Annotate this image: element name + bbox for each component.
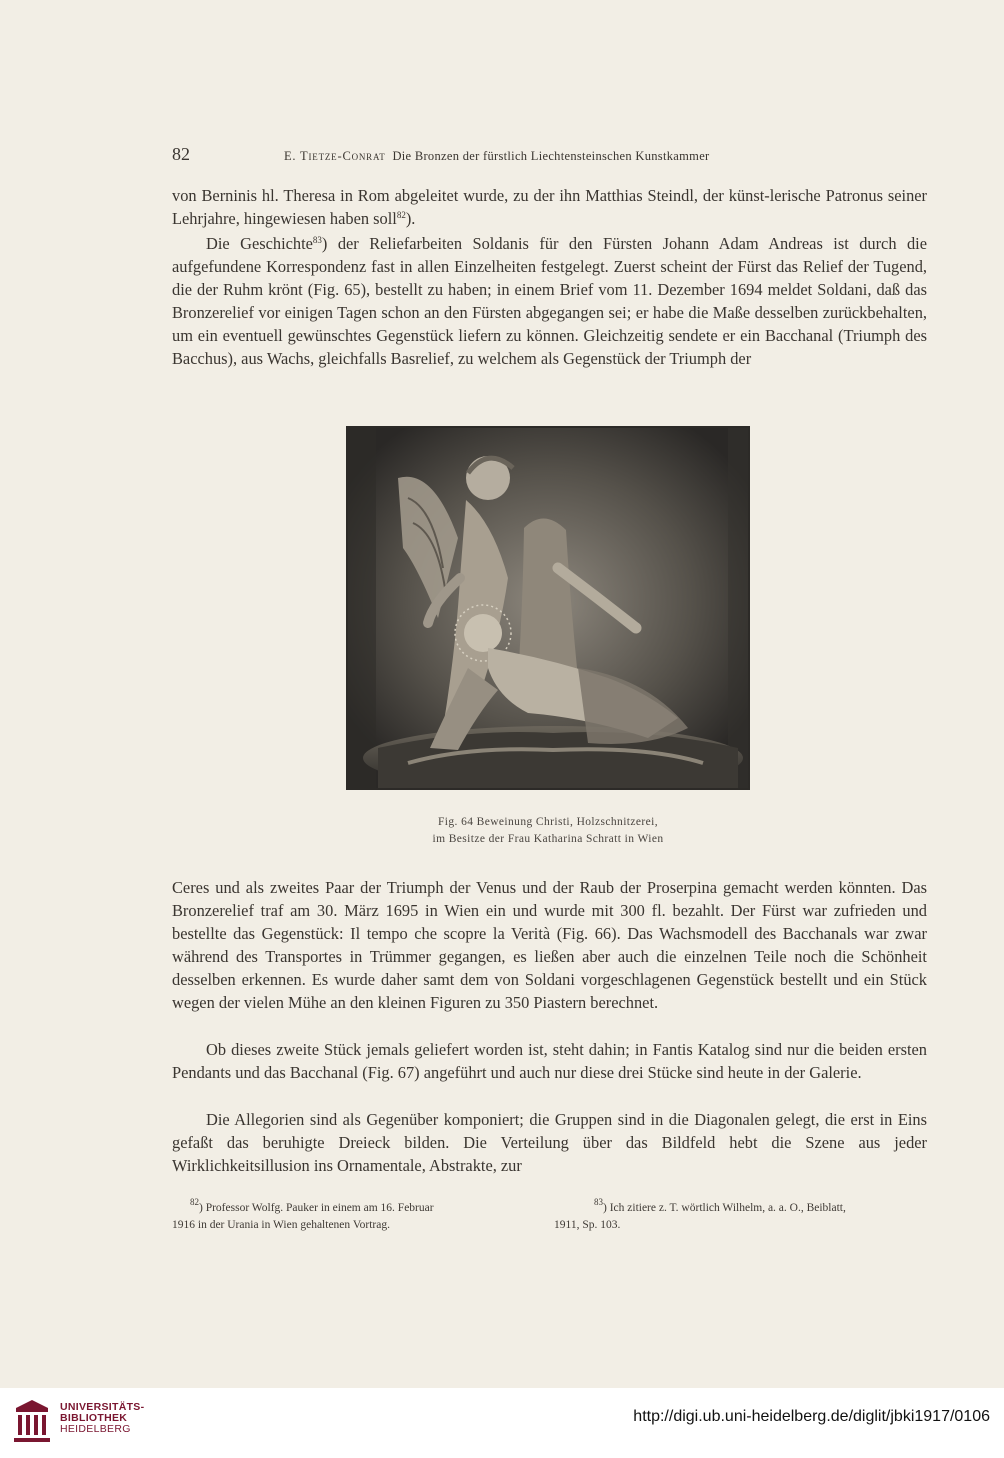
paragraph-1-end: ). bbox=[405, 209, 416, 228]
paragraph-1-text: von Berninis hl. Theresa in Rom abgeleitet wurde, zu der ihn Matthias Steindl, der künst-lerische Patronus seiner Lehrjahre, hingewiesen haben soll bbox=[172, 186, 927, 228]
running-book-title: Die Bronzen der fürstlich Liechtensteinschen Kunstkammer bbox=[392, 149, 710, 163]
footnote-ref-83: 83 bbox=[312, 235, 322, 245]
running-title bbox=[284, 149, 710, 164]
paragraph-2-text: ) der Reliefarbeiten Soldanis für den Fürsten Johann Adam Andreas ist durch die aufgefundene Korrespondenz fast in allen Einzelheiten festgelegt. Zuerst scheint der Fürst das Relief der Tugend, die der Ruhm krönt (Fig. 65), bestellt zu haben; in einem Brief vom 11. Dezember 1694 meldet Soldani, daß das Bronzerelief vor einigen Tagen schon an den Fürsten abgegangen sei; er habe die Maße desselben zurückbehalten, um ein eventuell gewünschtes Gegenstück liefern zu können. Gleichzeitig sendete er ein Bacchanal (Triumph des Bacchus), aus Wachs, gleichfalls Basrelief, zu welchem als Gegenstück der Triumph der bbox=[172, 234, 927, 368]
paragraph-4: Ob dieses zweite Stück jemals geliefert worden ist, steht dahin; in Fantis Katalog sind nur die beiden ersten Pendants und das Bacchanal (Fig. 67) angeführt und auch nur diese drei Stücke sind heute in der Galerie. bbox=[172, 1040, 927, 1082]
footnote-ref-82: 82 bbox=[396, 210, 406, 220]
footnote-82-line-2: 1916 in der Urania in Wien gehaltenen Vortrag. bbox=[172, 1219, 390, 1231]
figure-caption bbox=[346, 814, 750, 848]
library-name-line-1: UNIVERSITÄTS- bbox=[60, 1401, 145, 1413]
library-name bbox=[60, 1402, 144, 1435]
footnote-83 bbox=[554, 1197, 924, 1234]
figure-photograph-pieta bbox=[346, 426, 750, 790]
running-header bbox=[172, 144, 932, 164]
library-logo-icon bbox=[12, 1398, 52, 1444]
paragraph-2 bbox=[172, 232, 927, 370]
footnote-83-text: ) Ich zitiere z. T. wörtlich Wilhelm, a. a. O., Beiblatt, bbox=[603, 1202, 846, 1214]
footnote-82-line-1 bbox=[190, 1197, 540, 1217]
caption-line-2: im Besitze der Frau Katharina Schratt in Wien bbox=[432, 833, 664, 845]
paragraph-2-start: Die Geschichte bbox=[206, 234, 313, 253]
caption-line-1: Fig. 64 Beweinung Christi, Holzschnitzerei, bbox=[437, 816, 659, 828]
library-name-line-2: BIBLIOTHEK bbox=[60, 1412, 128, 1424]
paragraph-1 bbox=[172, 184, 927, 230]
footnote-83-line-1 bbox=[594, 1197, 924, 1217]
page-number: 82 bbox=[172, 144, 190, 164]
paragraph-3: Ceres und als zweites Paar der Triumph der Venus und der Raub der Proserpina gemacht werden könnten. Das Bronzerelief traf am 30. März 1695 in Wien ein und wurde mit 300 fl. bezahlt. Der Fürst war zufrieden und bestellte das Gegenstück: Il tempo che scopre la Verità (Fig. 66). Das Wachsmodell des Bacchanals war zwar während des Transportes in Trümmer gegangen, es ließen aber auch die einzelnen Teile noch die Schönheit desselben erkennen. Es wurde daher samt dem von Soldani vorgeschlagenen Gegenstück bestellt und ein Stück wegen der vielen Mühe an den kleinen Figuren zu 350 Piastern berechnet. bbox=[172, 878, 927, 1012]
viewer-footer bbox=[0, 1388, 1004, 1458]
footnote-83-line-2: 1911, Sp. 103. bbox=[554, 1219, 621, 1231]
running-author: E. Tietze-Conrat bbox=[284, 149, 386, 163]
paragraph-5: Die Allegorien sind als Gegenüber komponiert; die Gruppen sind in die Diagonalen gelegt, die erst in Eins gefaßt das beruhigte Dreieck bilden. Die Verteilung über das Bildfeld hebt die Szene aus jeder Wirklichkeitsillusion ins Ornamentale, Abstrakte, zur bbox=[172, 1110, 927, 1175]
sculpture-illustration bbox=[348, 428, 748, 788]
footnote-83-mark: 83 bbox=[594, 1197, 603, 1207]
footnote-82-mark: 82 bbox=[190, 1197, 199, 1207]
footnote-82 bbox=[172, 1197, 540, 1234]
footnote-82-text: ) Professor Wolfg. Pauker in einem am 16. Februar bbox=[199, 1202, 434, 1214]
permalink-url[interactable]: http://digi.ub.uni-heidelberg.de/diglit/jbki1917/0106 bbox=[633, 1408, 990, 1425]
library-name-line-3: HEIDELBERG bbox=[60, 1423, 131, 1435]
